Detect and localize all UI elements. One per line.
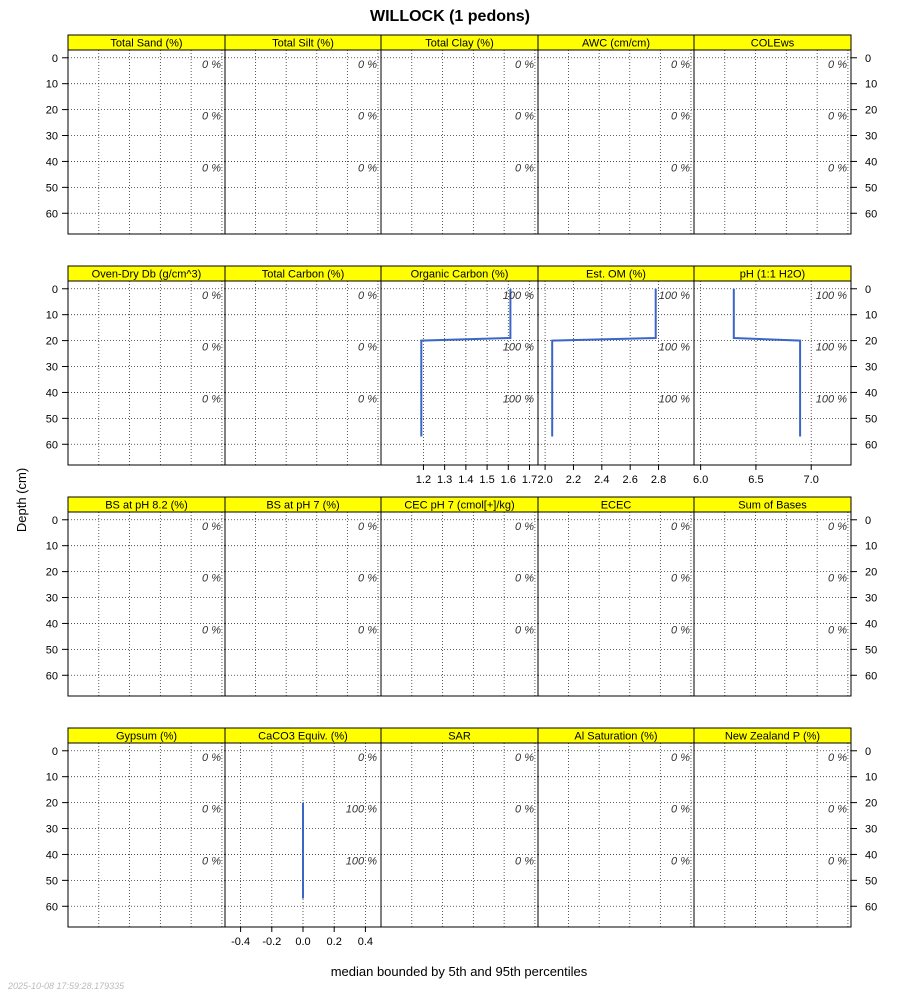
depth-tick-label-right: 60 — [865, 439, 878, 452]
depth-tick-label-left: 20 — [45, 104, 58, 117]
depth-tick-label-left: 60 — [45, 670, 58, 683]
depth-tick-label-right: 40 — [865, 387, 878, 400]
panel-strip-label: Al Saturation (%) — [574, 730, 658, 743]
pct-label: 0 % — [202, 341, 221, 354]
depth-tick-label-left: 0 — [51, 283, 58, 296]
pct-label: 0 % — [358, 624, 377, 637]
depth-tick-label-left: 40 — [45, 618, 58, 631]
depth-tick-label-right: 40 — [865, 156, 878, 169]
depth-tick-label-right: 20 — [865, 797, 878, 810]
depth-tick-label-left: 10 — [45, 771, 58, 784]
x-tick-label: 0.0 — [295, 936, 311, 948]
depth-tick-label-right: 0 — [865, 52, 872, 65]
pct-label: 0 % — [671, 162, 690, 175]
depth-tick-label-right: 0 — [865, 283, 872, 296]
depth-tick-label-left: 30 — [45, 592, 58, 605]
pct-label: 0 % — [202, 58, 221, 71]
pct-label: 0 % — [202, 289, 221, 302]
x-tick-label: 1.6 — [500, 474, 516, 486]
plot-area — [381, 512, 538, 696]
plot-area — [538, 281, 694, 465]
depth-tick-label-right: 30 — [865, 592, 878, 605]
y-axis-label: Depth (cm) — [14, 467, 29, 533]
x-tick-label: 1.3 — [437, 474, 453, 486]
depth-tick-label-right: 20 — [865, 335, 878, 348]
pct-label: 0 % — [828, 162, 847, 175]
pct-label: 0 % — [828, 58, 847, 71]
panel-total-sand — [68, 35, 225, 234]
pct-label: 100 % — [658, 289, 690, 302]
panel-strip-label: SAR — [448, 730, 471, 743]
depth-tick-label-right: 30 — [865, 130, 878, 143]
x-tick-label: 1.5 — [479, 474, 495, 486]
depth-tick-label-right: 10 — [865, 78, 878, 91]
x-tick-label: 2.0 — [537, 474, 553, 486]
panel-total-silt — [225, 35, 381, 234]
pct-label: 100 % — [815, 289, 847, 302]
plot-area — [538, 50, 694, 234]
plot-area — [694, 512, 851, 696]
panel-strip-label: pH (1:1 H2O) — [739, 268, 806, 281]
pct-label: 100 % — [345, 855, 377, 868]
pct-label: 0 % — [202, 855, 221, 868]
timestamp: 2025-10-08 17:59:28.179335 — [8, 981, 125, 991]
pct-label: 0 % — [828, 572, 847, 585]
pct-label: 0 % — [202, 624, 221, 637]
pct-label: 0 % — [671, 520, 690, 533]
pct-label: 0 % — [828, 520, 847, 533]
plot-area — [68, 281, 225, 465]
depth-tick-label-right: 50 — [865, 875, 878, 888]
depth-tick-label-left: 20 — [45, 335, 58, 348]
pct-label: 0 % — [515, 751, 534, 764]
pct-label: 0 % — [671, 624, 690, 637]
pct-label: 100 % — [345, 803, 377, 816]
panel-strip-label: Oven-Dry Db (g/cm^3) — [91, 268, 202, 281]
pct-label: 0 % — [358, 393, 377, 406]
depth-tick-label-right: 10 — [865, 771, 878, 784]
panel-cec-ph-7-cmol-kg — [381, 497, 538, 696]
depth-tick-label-right: 30 — [865, 361, 878, 374]
depth-tick-label-right: 20 — [865, 566, 878, 579]
x-tick-label: 6.0 — [692, 474, 709, 486]
depth-tick-label-right: 50 — [865, 644, 878, 657]
panel-strip-label: COLEws — [750, 37, 795, 50]
pct-label: 0 % — [515, 624, 534, 637]
plot-area — [68, 50, 225, 234]
depth-tick-label-right: 40 — [865, 849, 878, 862]
pct-label: 100 % — [815, 393, 847, 406]
pct-label: 0 % — [515, 58, 534, 71]
depth-tick-label-left: 30 — [45, 361, 58, 374]
x-tick-label: 1.7 — [521, 474, 538, 486]
pct-label: 100 % — [658, 341, 690, 354]
x-tick-label: 1.2 — [415, 474, 432, 486]
pct-label: 0 % — [828, 803, 847, 816]
pct-label: 0 % — [828, 624, 847, 637]
panel-strip-label: Organic Carbon (%) — [410, 268, 509, 281]
panel-strip-label: CEC pH 7 (cmol[+]/kg) — [404, 499, 515, 512]
pct-label: 0 % — [202, 162, 221, 175]
pct-label: 0 % — [671, 751, 690, 764]
plot-area — [225, 50, 381, 234]
x-tick-label: -0.2 — [262, 936, 282, 948]
depth-tick-label-right: 10 — [865, 540, 878, 553]
pct-label: 0 % — [515, 803, 534, 816]
pct-label: 0 % — [671, 803, 690, 816]
x-tick-label: 2.8 — [650, 474, 667, 486]
plot-area — [694, 281, 851, 465]
pct-label: 0 % — [358, 572, 377, 585]
plot-area — [538, 743, 694, 927]
x-tick-label: 0.4 — [357, 936, 374, 948]
pct-label: 0 % — [515, 855, 534, 868]
panel-strip-label: New Zealand P (%) — [724, 730, 821, 743]
pct-label: 0 % — [358, 289, 377, 302]
panel-caco3-equiv — [225, 728, 381, 948]
panel-strip-label: Total Clay (%) — [425, 37, 494, 50]
depth-tick-label-right: 10 — [865, 309, 878, 322]
depth-tick-label-left: 40 — [45, 387, 58, 400]
pct-label: 0 % — [515, 572, 534, 585]
panel-bs-at-ph-8-2 — [68, 497, 225, 696]
x-tick-label: -0.4 — [231, 936, 251, 948]
pct-label: 0 % — [515, 110, 534, 123]
depth-tick-label-left: 20 — [45, 566, 58, 579]
pct-label: 0 % — [202, 751, 221, 764]
pct-label: 100 % — [502, 341, 534, 354]
panel-colews — [694, 35, 851, 234]
panel-al-saturation — [538, 728, 694, 927]
pct-label: 0 % — [671, 855, 690, 868]
pct-label: 0 % — [828, 110, 847, 123]
pct-label: 0 % — [202, 520, 221, 533]
depth-tick-label-right: 20 — [865, 104, 878, 117]
panel-gypsum — [68, 728, 225, 927]
pct-label: 0 % — [358, 520, 377, 533]
depth-tick-label-left: 20 — [45, 797, 58, 810]
pct-label: 0 % — [202, 803, 221, 816]
panel-strip-label: BS at pH 8.2 (%) — [105, 499, 188, 512]
pct-label: 100 % — [815, 341, 847, 354]
plot-area — [694, 743, 851, 927]
x-tick-label: 0.2 — [326, 936, 342, 948]
panel-sar — [381, 728, 538, 927]
depth-tick-label-right: 0 — [865, 514, 872, 527]
depth-tick-label-left: 50 — [45, 875, 58, 888]
plot-area — [381, 281, 538, 465]
panel-bs-at-ph-7 — [225, 497, 381, 696]
chart-title: WILLOCK (1 pedons) — [370, 8, 530, 25]
pct-label: 0 % — [358, 751, 377, 764]
depth-tick-label-left: 10 — [45, 78, 58, 91]
depth-tick-label-left: 50 — [45, 413, 58, 426]
panel-strip-label: CaCO3 Equiv. (%) — [258, 730, 348, 743]
pct-label: 0 % — [671, 58, 690, 71]
pct-label: 0 % — [671, 572, 690, 585]
panel-organic-carbon — [381, 266, 538, 486]
plot-area — [538, 512, 694, 696]
panel-strip-label: BS at pH 7 (%) — [266, 499, 340, 512]
depth-tick-label-right: 0 — [865, 745, 872, 758]
panel-ph-1-1-h2o — [693, 266, 851, 486]
x-axis-label: median bounded by 5th and 95th percentiles — [330, 964, 588, 979]
depth-tick-label-left: 50 — [45, 182, 58, 195]
pct-label: 100 % — [658, 393, 690, 406]
pct-label: 0 % — [202, 110, 221, 123]
pct-label: 0 % — [358, 58, 377, 71]
panel-grid — [46, 35, 878, 948]
depth-tick-label-left: 40 — [45, 849, 58, 862]
depth-tick-label-left: 30 — [45, 130, 58, 143]
panel-strip-label: Est. OM (%) — [586, 268, 646, 281]
panel-oven-dry-db-g-cm-3 — [68, 266, 225, 465]
panel-ecec — [538, 497, 694, 696]
plot-area — [68, 512, 225, 696]
depth-tick-label-right: 60 — [865, 670, 878, 683]
panel-strip-label: Total Carbon (%) — [261, 268, 345, 281]
x-tick-label: 6.5 — [748, 474, 764, 486]
panel-strip-label: Total Sand (%) — [110, 37, 183, 50]
depth-tick-label-left: 0 — [51, 514, 58, 527]
pct-label: 100 % — [502, 393, 534, 406]
pct-label: 0 % — [358, 110, 377, 123]
plot-area — [68, 743, 225, 927]
depth-tick-label-left: 60 — [45, 439, 58, 452]
pct-label: 0 % — [828, 751, 847, 764]
panel-total-clay — [381, 35, 538, 234]
depth-tick-label-left: 10 — [45, 309, 58, 322]
depth-tick-label-right: 50 — [865, 413, 878, 426]
depth-tick-label-right: 50 — [865, 182, 878, 195]
panel-awc-cm-cm — [538, 35, 694, 234]
depth-tick-label-left: 60 — [45, 901, 58, 914]
pct-label: 0 % — [515, 520, 534, 533]
depth-tick-label-left: 10 — [45, 540, 58, 553]
x-tick-label: 7.0 — [803, 474, 819, 486]
panel-strip-label: Total Silt (%) — [272, 37, 334, 50]
depth-tick-label-left: 30 — [45, 823, 58, 836]
depth-tick-label-right: 60 — [865, 901, 878, 914]
plot-area — [225, 512, 381, 696]
pct-label: 0 % — [202, 393, 221, 406]
plot-area — [225, 281, 381, 465]
plot-area — [381, 50, 538, 234]
panel-est-om — [537, 266, 694, 486]
pct-label: 0 % — [515, 162, 534, 175]
depth-tick-label-left: 0 — [51, 52, 58, 65]
depth-tick-label-left: 40 — [45, 156, 58, 169]
plot-area — [694, 50, 851, 234]
panel-total-carbon — [225, 266, 381, 465]
depth-tick-label-right: 40 — [865, 618, 878, 631]
x-tick-label: 2.2 — [565, 474, 582, 486]
depth-tick-label-right: 60 — [865, 208, 878, 221]
x-tick-label: 1.4 — [458, 474, 474, 486]
depth-tick-label-left: 60 — [45, 208, 58, 221]
pct-label: 0 % — [671, 110, 690, 123]
panel-strip-label: Sum of Bases — [738, 499, 807, 512]
depth-tick-label-left: 0 — [51, 745, 58, 758]
depth-tick-label-left: 50 — [45, 644, 58, 657]
panel-strip-label: AWC (cm/cm) — [581, 37, 651, 50]
pct-label: 0 % — [358, 341, 377, 354]
panel-strip-label: ECEC — [600, 499, 632, 512]
panel-new-zealand-p — [694, 728, 851, 927]
pct-label: 100 % — [502, 289, 534, 302]
plot-area — [381, 743, 538, 927]
panel-strip-label: Gypsum (%) — [115, 730, 178, 743]
panel-sum-of-bases — [694, 497, 851, 696]
pct-label: 0 % — [202, 572, 221, 585]
pct-label: 0 % — [358, 162, 377, 175]
depth-tick-label-right: 30 — [865, 823, 878, 836]
x-tick-label: 2.4 — [594, 474, 610, 486]
pct-label: 0 % — [828, 855, 847, 868]
x-tick-label: 2.6 — [622, 474, 638, 486]
